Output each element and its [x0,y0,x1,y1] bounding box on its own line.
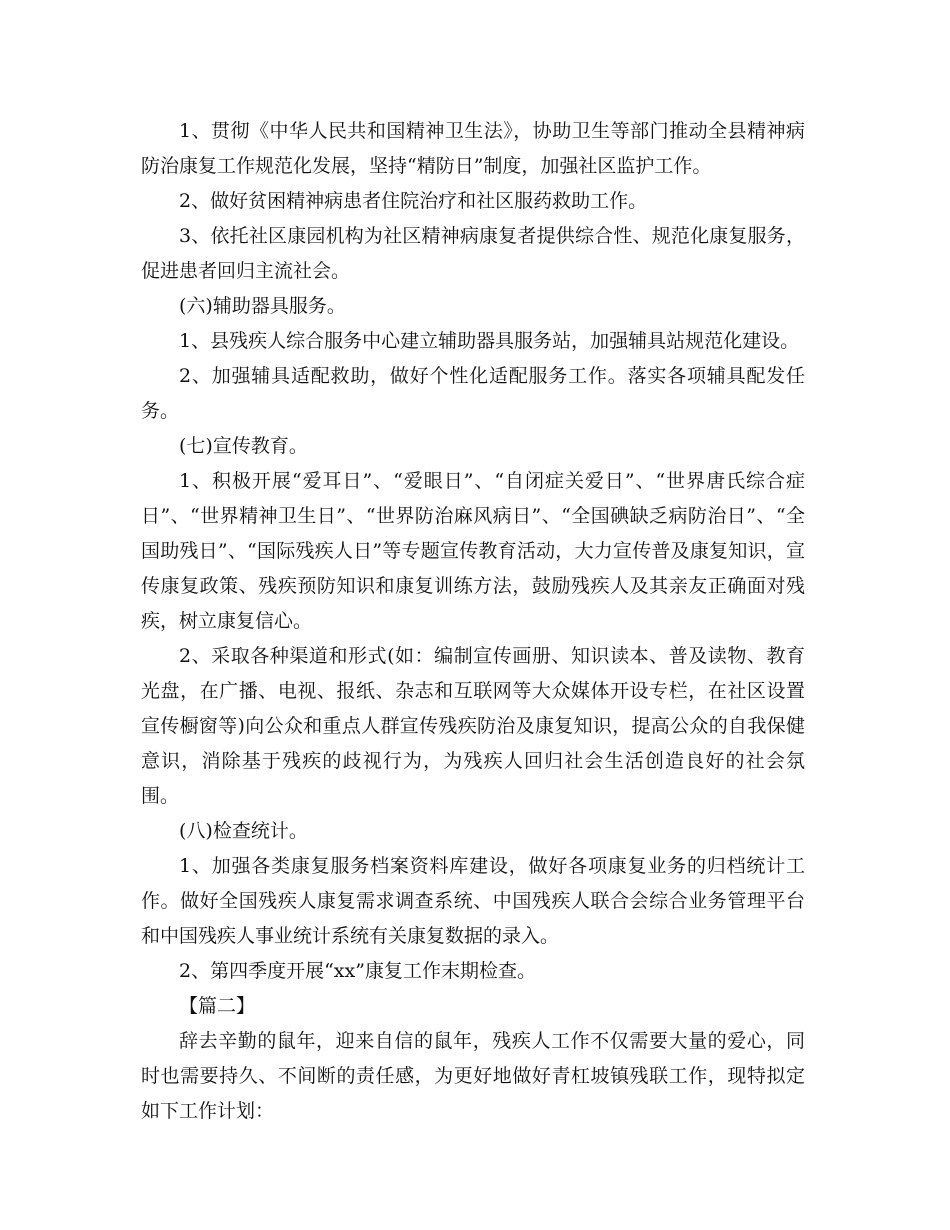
paragraph: 2、第四季度开展“xx”康复工作末期检查。 [179,960,536,982]
section-heading: (七)宣传教育。 [179,435,308,457]
paragraph: 辞去辛勤的鼠年，迎来自信的鼠年，残疾人工作不仅需要大量的爱心，同时也需要持久、不间断的责任感，为更好地做好青杠坡镇残联工作，现特拟定如下工作计划： [141,1030,805,1122]
document-body [141,114,805,1129]
paragraph: 2、加强辅具适配救助，做好个性化适配服务工作。落实各项辅具配发任务。 [141,365,805,422]
paragraph: 1、加强各类康复服务档案资料库建设，做好各项康复业务的归档统计工作。做好全国残疾人康复需求调查系统、中国残疾人联合会综合业务管理平台和中国残疾人事业统计系统有关康复数据的录入。 [141,855,805,947]
paragraph: 1、积极开展“爱耳日”、“爱眼日”、“自闭症关爱日”、“世界唐氏综合症日”、“世界精神卫生日”、“世界防治麻风病日”、“全国碘缺乏病防治日”、“全国助残日”、“国际残疾人日”等专题宣传教育活动，大力宣传普及康复知识，宣传康复政策、残疾预防知识和康复训练方法，鼓励残疾人及其亲友正确面对残疾，树立康复信心。 [141,470,805,632]
part-heading: 【篇二】 [179,995,256,1017]
section-heading: (八)检查统计。 [179,820,308,842]
paragraph: 2、做好贫困精神病患者住院治疗和社区服药救助工作。 [179,190,648,212]
paragraph: 1、县残疾人综合服务中心建立辅助器具服务站，加强辅具站规范化建设。 [179,330,800,352]
paragraph: 2、采取各种渠道和形式(如：编制宣传画册、知识读本、普及读物、教育光盘，在广播、电视、报纸、杂志和互联网等大众媒体开设专栏，在社区设置宣传橱窗等)向公众和重点人群宣传残疾防治及康复知识，提高公众的自我保健意识，消除基于残疾的歧视行为，为残疾人回归社会生活创造良好的社会氛围。 [141,645,805,807]
section-heading: (六)辅助器具服务。 [179,295,346,317]
paragraph: 3、依托社区康园机构为社区精神病康复者提供综合性、规范化康复服务，促进患者回归主流社会。 [141,225,805,282]
paragraph: 1、贯彻《中华人民共和国精神卫生法》，协助卫生等部门推动全县精神病防治康复工作规范化发展，坚持“精防日”制度，加强社区监护工作。 [141,120,805,177]
